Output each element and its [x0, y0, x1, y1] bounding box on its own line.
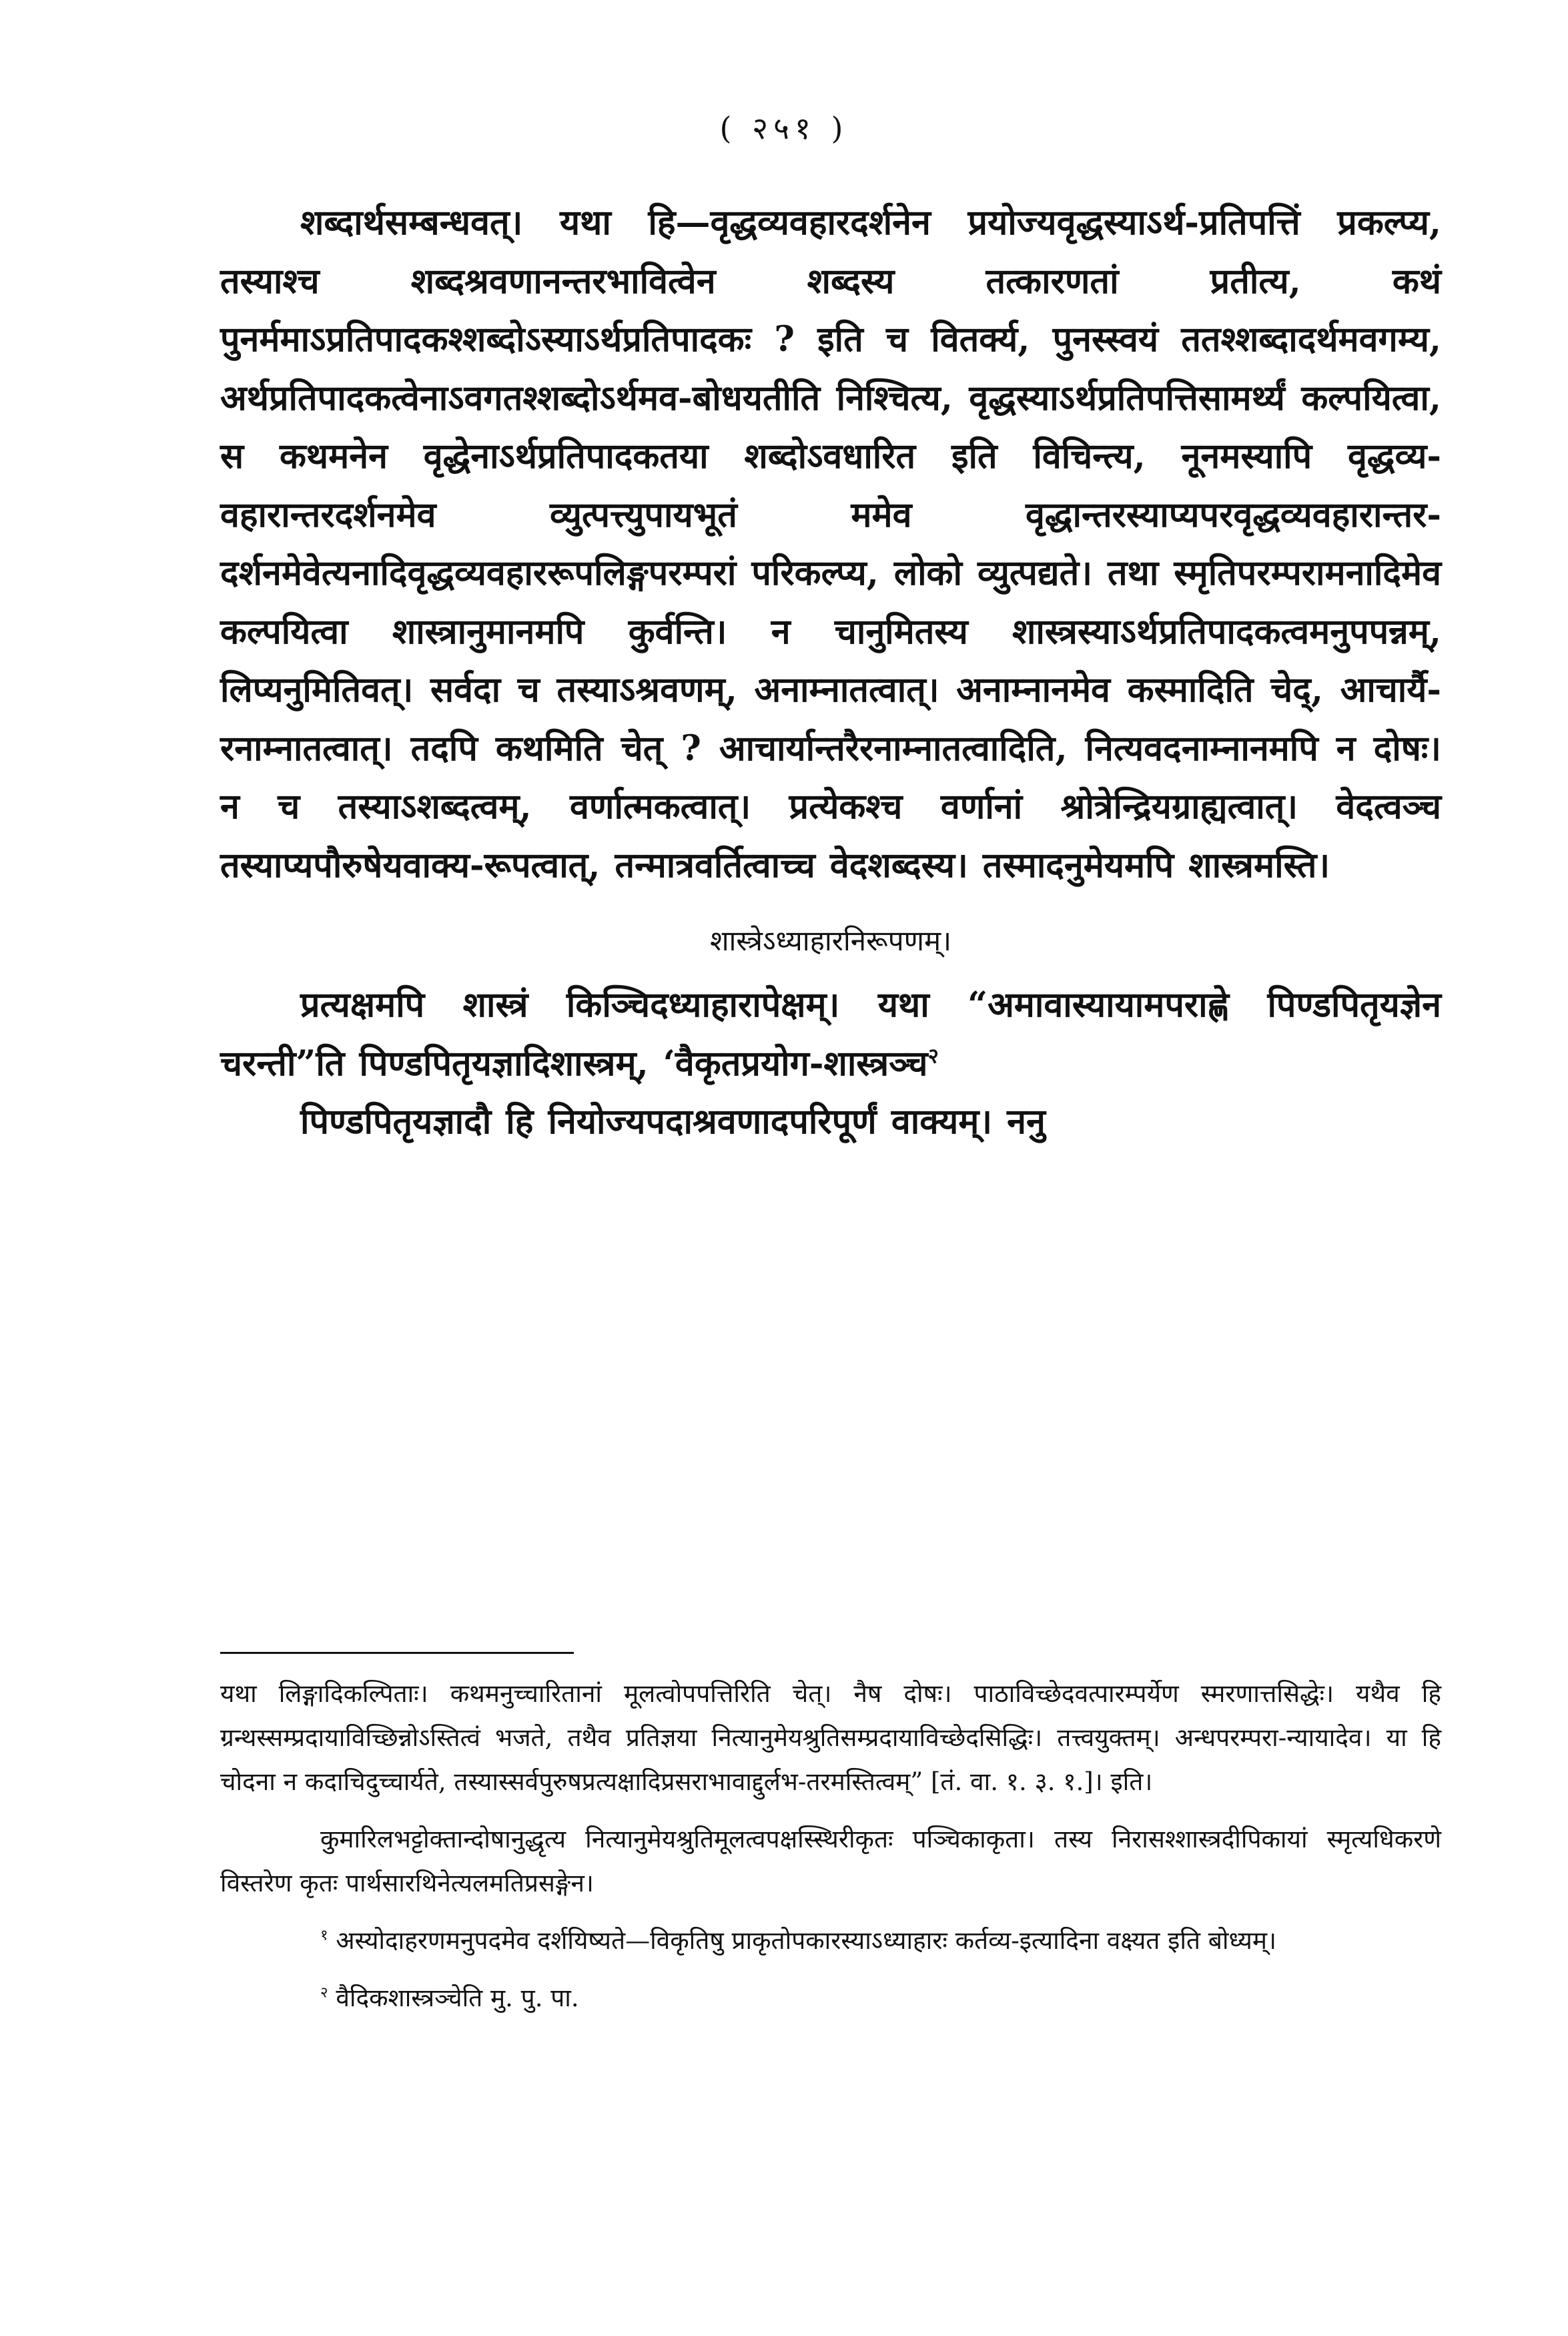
main-paragraph-2: [220, 976, 1441, 1093]
footnote-marker-1: १: [320, 1926, 328, 1944]
main-paragraph-2-text: प्रत्यक्षमपि शास्त्रं किञ्चिदध्याहारापेक्षम्। यथा “अमावास्यायामपराह्णे पिण्डपितृयज्ञेन चरन्ती”ति पिण्डपितृयज्ञादिशास्त्रम्, ‘वैकृतप्रयोग-शास्त्रञ्च: [220, 984, 1441, 1084]
footnote-2-text: वैदिकशास्त्रञ्चेति मु. पु. पा.: [336, 1984, 579, 2012]
footnote-divider: [220, 1652, 574, 1654]
main-paragraph: शब्दार्थसम्बन्धवत्। यथा हि—वृद्धव्यवहारदर्शनेन प्रयोज्यवृद्धस्याऽर्थ-प्रतिपत्तिं प्रकल्प्य, तस्याश्च शब्दश्रवणानन्तरभावित्वेन शब्दस्य तत्कारणतां प्रतीत्य, कथं पुनर्ममाऽप्रतिपादकश्शब्दोऽस्याऽर्थप्रतिपादकः ? इति च वितर्क्य, पुनस्स्वयं ततश्शब्दादर्थमवगम्य, अर्थप्रतिपादकत्वेनाऽवगतश्शब्दोऽर्थमव-बोधयतीति निश्चित्य, वृद्धस्याऽर्थप्रतिपत्तिसामर्थ्यं कल्पयित्वा, स कथमनेन वृद्धेनाऽर्थप्रतिपादकतया शब्दोऽवधारित इति विचिन्त्य, नूनमस्यापि वृद्धव्य-वहारान्तरदर्शनमेव व्युत्पत्त्युपायभूतं ममेव वृद्धान्तरस्याप्यपरवृद्धव्यवहारान्तर-दर्शनमेवेत्यनादिवृद्धव्यवहाररूपलिङ्गपरम्परां परिकल्प्य, लोको व्युत्पद्यते। तथा स्मृतिपरम्परामनादिमेव कल्पयित्वा शास्त्रानुमानमपि कुर्वन्ति। न चानुमितस्य शास्त्रस्याऽर्थप्रतिपादकत्वमनुपपन्नम्, लिप्यनुमितिवत्। सर्वदा च तस्याऽश्रवणम्, अनाम्नातत्वात्। अनाम्नानमेव कस्मादिति चेद्, आचार्यै-रनाम्नातत्वात्। तदपि कथमिति चेत् ? आचार्यान्तरैरनाम्नातत्वादिति, नित्यवदनाम्नानमपि न दोषः। न च तस्याऽशब्दत्वम्, वर्णात्मकत्वात्। प्रत्येकश्च वर्णानां श्रोत्रेन्द्रियग्राह्यत्वात्। वेदत्वञ्च तस्याप्यपौरुषेयवाक्य-रूपत्वात्, तन्मात्रवर्तित्वाच्च वेदशब्दस्य। तस्मादनुमेयमपि शास्त्रमस्ति।: [220, 202, 1441, 886]
footnote-continued: यथा लिङ्गादिकल्पिताः। कथमनुच्चारितानां मूलत्वोपपत्तिरिति चेत्। नैष दोषः। पाठाविच्छेदवत्पारम्पर्येण स्मरणात्तसिद्धेः। यथैव हि ग्रन्थस्सम्प्रदायाविच्छिन्नोऽस्तित्वं भजते, तथैव प्रतिज्ञया नित्यानुमेयश्रुतिसम्प्रदायाविच्छेदसिद्धिः। तत्त्वयुक्तम्। अन्धपरम्परा-न्यायादेव। या हि चोदना न कदाचिदुच्चार्यते, तस्यास्सर्वपुरुषप्रत्यक्षादिप्रसराभावाद्दुर्लभ-तरमस्तित्वम्” [तं. वा. १. ३. १.]। इति।: [220, 1679, 1441, 1796]
footnote-marker-2: २: [320, 1984, 328, 2002]
footnote-1-text: अस्योदाहरणमनुपदमेव दर्शयिष्यते—विकृतिषु प्राकृतोपकारस्याऽध्याहारः कर्तव्य-इत्यादिना वक्ष्यत इति बोध्यम्।: [336, 1926, 1276, 1955]
footnote-note: कुमारिलभट्टोक्तान्दोषानुद्धृत्य नित्यानुमेयश्रुतिमूलत्वपक्षस्स्थिरीकृतः पञ्चिकाकृता। तस्य निरासश्शास्त्रदीपिकायां स्मृत्यधिकरणे विस्तरेण कृतः पार्थसारथिनेत्यलमतिप्रसङ्गेन।: [220, 1825, 1441, 1897]
section-heading: शास्त्रेऽध्याहारनिरूपणम्।: [709, 924, 952, 957]
footnote-ref-2: २: [927, 1044, 939, 1069]
page-number: ( २५१ ): [719, 110, 849, 146]
footnote-2: [220, 1976, 1441, 2020]
main-paragraph-3: पिण्डपितृयज्ञादौ हि नियोज्यपदाश्रवणादपरिपूर्णं वाक्यम्। ननु: [300, 1101, 1046, 1142]
footnote-1: [220, 1919, 1441, 1963]
main-text-block: [220, 194, 1441, 1151]
footnotes-block: [220, 1672, 1441, 2020]
